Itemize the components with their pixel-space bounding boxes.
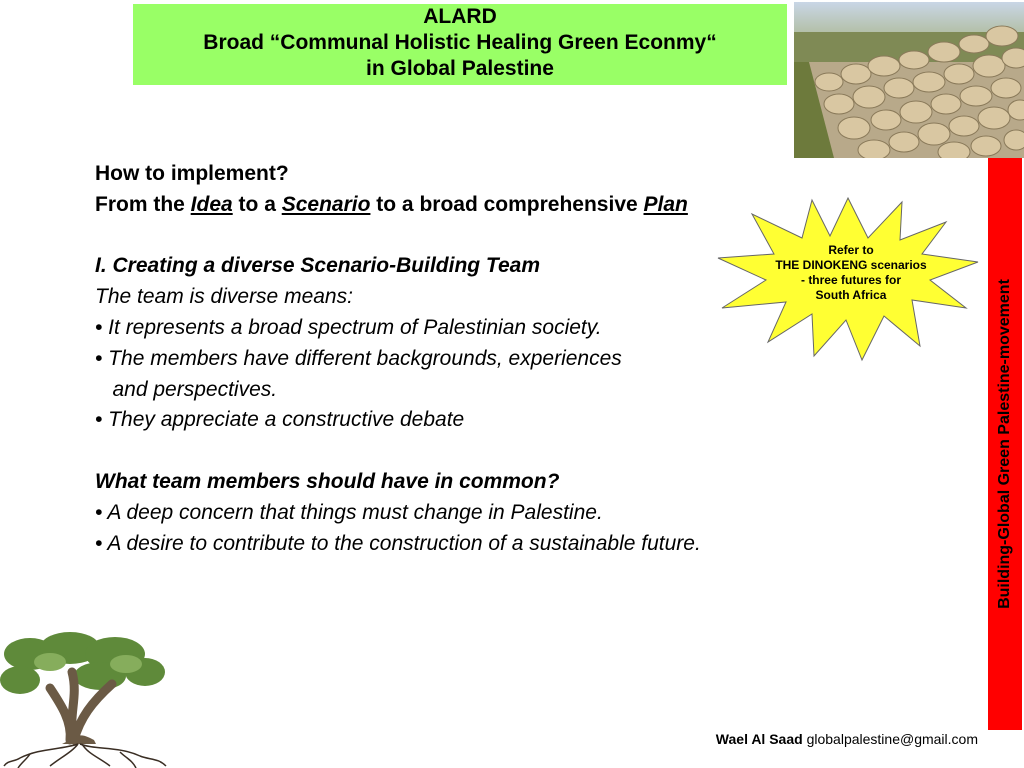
section1-bullet-3: • They appreciate a constructive debate <box>95 408 465 432</box>
heading2-prefix: From the <box>95 192 191 216</box>
author-name: Wael Al Saad <box>715 731 803 747</box>
section1-bullet-2: • The members have different backgrounds, experiences <box>95 346 622 370</box>
olive-tree-illustration <box>0 632 170 768</box>
section1-intro: The team is diverse means: <box>95 285 353 309</box>
section2-title: What team members should have in common? <box>95 469 560 493</box>
star-line-1: Refer to <box>828 243 874 257</box>
author-email[interactable]: globalpalestine@gmail.com <box>802 731 978 747</box>
title-line-1: ALARD <box>423 5 497 28</box>
heading2-plan: Plan <box>643 192 688 216</box>
stone-wall-photo <box>794 2 1024 158</box>
star-line-3: - three futures for <box>800 273 901 287</box>
main-content <box>95 159 855 559</box>
title-line-3: in Global Palestine <box>366 57 554 80</box>
title-box <box>133 4 787 85</box>
title-line-2: Broad “Communal Holistic Healing Green Econmy“ <box>203 31 717 54</box>
star-line-2: THE DINOKENG scenarios <box>775 258 927 272</box>
sidebar-banner-text: Building-Global Green Palestine-movement <box>996 279 1013 609</box>
section1-bullet-1: • It represents a broad spectrum of Palestinian society. <box>95 315 602 339</box>
heading-idea-scenario-plan <box>95 190 855 221</box>
heading2-mid1: to a <box>232 192 282 216</box>
section1-title: I. Creating a diverse Scenario-Building Team <box>95 254 541 278</box>
heading2-idea: Idea <box>190 192 233 216</box>
footer-author <box>716 731 978 747</box>
heading-how-to-implement: How to implement? <box>95 162 289 185</box>
star-line-4: South Africa <box>815 288 887 302</box>
section2-bullet-2: • A desire to contribute to the construction of a sustainable future. <box>95 531 701 555</box>
section2-bullet-1: • A deep concern that things must change in Palestine. <box>95 500 603 524</box>
heading2-mid2: to a broad comprehensive <box>370 192 644 216</box>
heading2-scenario: Scenario <box>281 192 371 216</box>
section1-bullet-2-cont: and perspectives. <box>95 377 278 401</box>
